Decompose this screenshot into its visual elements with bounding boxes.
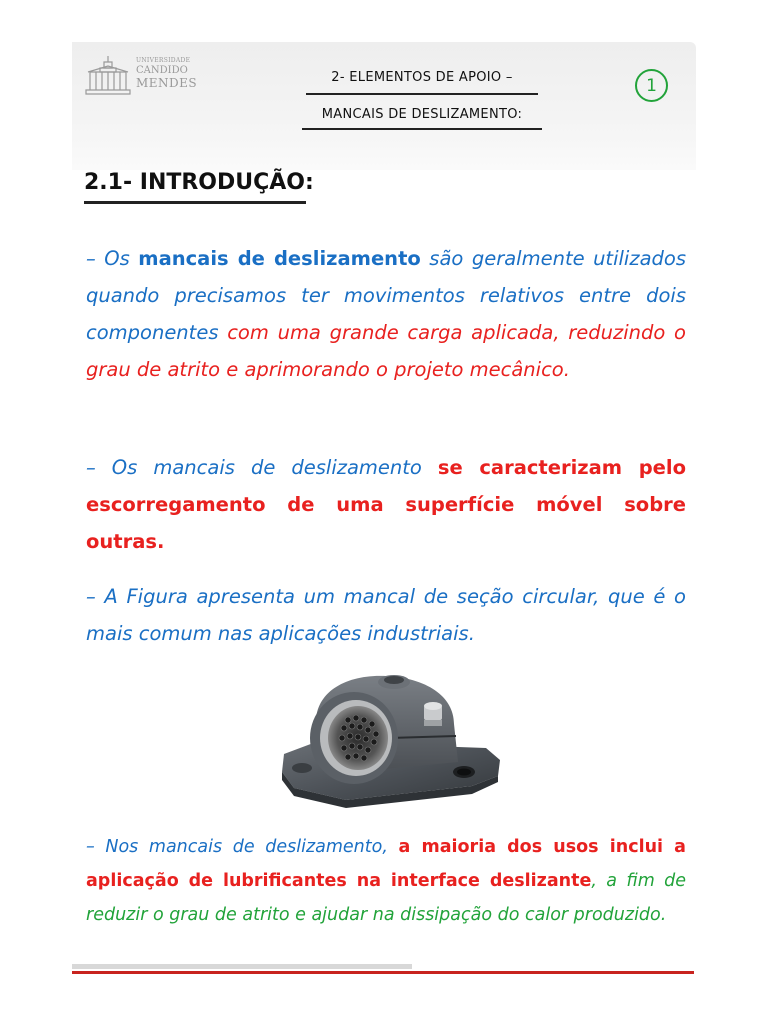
paragraph-figure-ref	[86, 578, 686, 652]
p1-highlight-red: com uma grande carga aplicada, reduzindo o grau de atrito e aprimorando o projeto mecânico.	[86, 321, 686, 381]
university-logo	[84, 52, 214, 102]
footer-divider-gray	[72, 964, 412, 969]
p1-highlight-term: mancais de deslizamento	[138, 247, 421, 270]
p2-highlight-red: se caracterizam pelo escorregamento de uma superfície móvel sobre outras.	[86, 456, 686, 553]
p4-highlight-red: a maioria dos usos inclui a aplicação de lubrificantes na interface deslizante	[86, 837, 686, 891]
p3-text-1: – A Figura apresenta um mancal de seção circular, que é o mais comum nas aplicações industriais.	[86, 585, 686, 645]
p1-text-1: – Os	[86, 247, 139, 270]
logo-line2: CANDIDO	[136, 65, 188, 76]
footer-divider-red	[72, 971, 694, 974]
p1-text-2: são geralmente utilizados quando precisamos ter movimentos relativos entre dois componentes	[86, 247, 686, 344]
paragraph-lubrication	[86, 830, 686, 932]
chapter-title-underline	[306, 93, 538, 95]
p2-text-1: – Os mancais de deslizamento	[86, 456, 438, 479]
paragraph-intro	[86, 240, 686, 388]
chapter-subtitle: MANCAIS DE DESLIZAMENTO:	[321, 107, 523, 122]
page-number: 1	[646, 75, 657, 96]
section-heading: 2.1- INTRODUÇÃO:	[84, 170, 314, 195]
logo-line1: UNIVERSIDADE	[136, 57, 191, 64]
building-icon	[84, 54, 132, 98]
p4-text-1: – Nos mancais de deslizamento,	[86, 837, 399, 857]
p4-text-green: , a fim de reduzir o grau de atrito e ajudar na dissipação do calor produzido.	[86, 871, 686, 925]
section-heading-underline	[84, 201, 306, 204]
logo-line3: MENDES	[136, 76, 198, 90]
paragraph-characteristics	[86, 449, 686, 560]
bearing-figure	[276, 662, 506, 822]
page-number-badge	[635, 69, 668, 102]
chapter-subtitle-underline	[302, 128, 542, 130]
chapter-title: 2- ELEMENTOS DE APOIO –	[331, 70, 513, 85]
